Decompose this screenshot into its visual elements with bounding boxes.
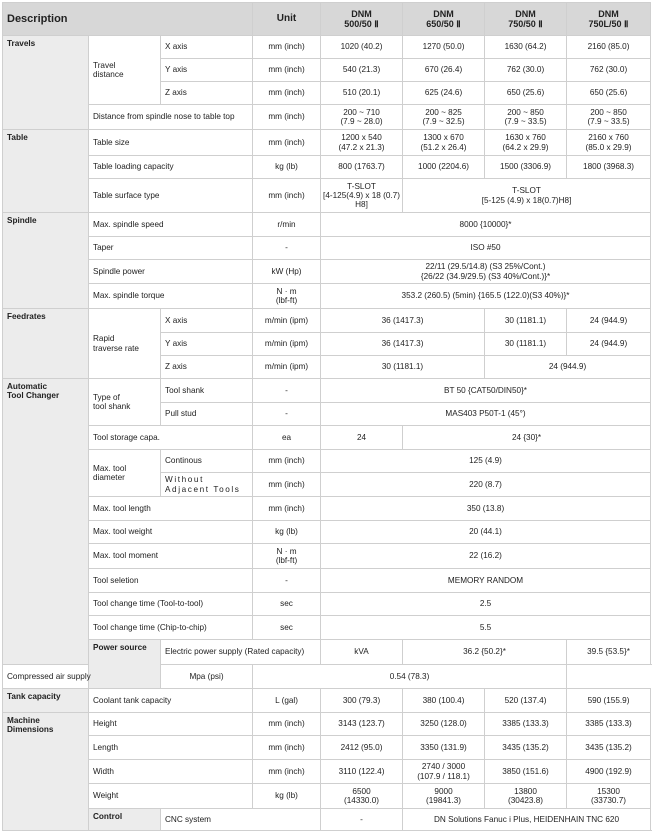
row-label: Electric power supply (Rated capacity) xyxy=(161,640,321,665)
spec-row-taper xyxy=(3,237,651,260)
row-unit: mm (inch) xyxy=(253,450,321,473)
row-value: 650 (25.6) xyxy=(567,82,651,105)
row-value: 520 (137.4) xyxy=(485,689,567,713)
row-value: 2160 (85.0) xyxy=(567,36,651,59)
row-value: 20 (44.1) xyxy=(321,521,651,544)
spec-row-tload xyxy=(3,156,651,179)
row-unit: kVA xyxy=(321,640,403,665)
row-value: 3110 (122.4) xyxy=(321,760,403,784)
row-value: 350 (13.8) xyxy=(321,497,651,521)
row-label: Tool shank xyxy=(161,379,253,403)
row-label: Spindle power xyxy=(89,260,253,284)
row-label: Distance from spindle nose to table top xyxy=(89,105,253,130)
row-value: 6500 (14330.0) xyxy=(321,784,403,809)
row-value: 36.2 {50.2}* xyxy=(403,640,567,665)
row-label: Z axis xyxy=(161,356,253,379)
spec-row-tx xyxy=(3,36,651,59)
row-unit: mm (inch) xyxy=(253,497,321,521)
row-unit: ea xyxy=(253,426,321,450)
row-unit: m/min (ipm) xyxy=(253,309,321,333)
row-value: 24 (944.9) xyxy=(567,333,651,356)
row-value: 8000 {10000}* xyxy=(321,213,651,237)
row-value: 625 (24.6) xyxy=(403,82,485,105)
row-value: 1300 x 670 (51.2 x 26.4) xyxy=(403,130,485,156)
spec-row-elec xyxy=(3,640,651,665)
row-value: 3250 (128.0) xyxy=(403,713,485,736)
spec-row-tsel xyxy=(3,569,651,593)
row-label: Table loading capacity xyxy=(89,156,253,179)
row-value: 353.2 (260.5) (5min) {165.5 (122.0)(S3 40%)}* xyxy=(321,284,651,309)
spec-row-storage xyxy=(3,426,651,450)
row-label: Pull stud xyxy=(161,403,253,426)
row-unit: kW (Hp) xyxy=(253,260,321,284)
row-value: 1020 (40.2) xyxy=(321,36,403,59)
row-value: 22 (16.2) xyxy=(321,544,651,569)
row-value: 0.54 (78.3) xyxy=(253,665,567,689)
header-model-650: DNM 650/50 Ⅱ xyxy=(403,3,485,36)
group-type-of-tool-shank: Type of tool shank xyxy=(89,379,161,426)
row-value: 1630 (64.2) xyxy=(485,36,567,59)
row-unit: kg (lb) xyxy=(253,521,321,544)
spec-row-storque xyxy=(3,284,651,309)
spec-row-air xyxy=(3,665,651,689)
row-value: 200 ~ 850 (7.9 ~ 33.5) xyxy=(485,105,567,130)
row-value: 22/11 (29.5/14.8) (S3 25%/Cont.) {26/22 (34.9/29.5) (S3 40%/Cont.)}* xyxy=(321,260,651,284)
group-max-tool-diameter: Max. tool diameter xyxy=(89,450,161,497)
row-label: Max. tool length xyxy=(89,497,253,521)
row-label: Height xyxy=(89,713,253,736)
row-unit: - xyxy=(253,403,321,426)
row-unit: mm (inch) xyxy=(253,105,321,130)
row-unit: N · m (lbf-ft) xyxy=(253,544,321,569)
row-value: 2160 x 760 (85.0 x 29.9) xyxy=(567,130,651,156)
row-value: 24 {30}* xyxy=(403,426,651,450)
row-value: 1630 x 760 (64.2 x 29.9) xyxy=(485,130,567,156)
row-unit: mm (inch) xyxy=(253,82,321,105)
row-unit: kg (lb) xyxy=(253,156,321,179)
row-unit: mm (inch) xyxy=(253,760,321,784)
row-unit: mm (inch) xyxy=(253,473,321,497)
row-value: 3350 (131.9) xyxy=(403,736,485,760)
row-value: 300 (79.3) xyxy=(321,689,403,713)
group-rapid-traverse: Rapid traverse rate xyxy=(89,309,161,379)
section-atc: Automatic Tool Changer xyxy=(3,379,89,665)
row-label: X axis xyxy=(161,36,253,59)
row-value: 1200 x 540 (47.2 x 21.3) xyxy=(321,130,403,156)
spec-row-coolant xyxy=(3,689,651,713)
row-value: 3385 (133.3) xyxy=(567,713,651,736)
row-value: 3385 (133.3) xyxy=(485,713,567,736)
spec-row-tsize xyxy=(3,130,651,156)
row-label: Tool storage capa. xyxy=(89,426,253,450)
spec-row-weight xyxy=(3,784,651,809)
row-unit: - xyxy=(253,237,321,260)
row-value: 36 (1417.3) xyxy=(321,309,485,333)
header-unit: Unit xyxy=(253,3,321,36)
row-label: CNC system xyxy=(161,809,321,831)
section-table: Table xyxy=(3,130,89,213)
row-value: 670 (26.4) xyxy=(403,59,485,82)
row-value: 36 (1417.3) xyxy=(321,333,485,356)
row-value: 1500 (3306.9) xyxy=(485,156,567,179)
section-tank: Tank capacity xyxy=(3,689,89,713)
spec-row-twt xyxy=(3,521,651,544)
row-label: Tool seletion xyxy=(89,569,253,593)
row-unit: mm (inch) xyxy=(253,736,321,760)
spec-row-width xyxy=(3,760,651,784)
row-unit: L (gal) xyxy=(253,689,321,713)
header-row xyxy=(3,3,651,36)
header-model-750: DNM 750/50 Ⅱ xyxy=(485,3,567,36)
row-value: 3435 (135.2) xyxy=(567,736,651,760)
row-unit: mm (inch) xyxy=(253,130,321,156)
row-value: 2740 / 3000 (107.9 / 118.1) xyxy=(403,760,485,784)
row-unit: sec xyxy=(253,616,321,640)
row-value: 1800 (3968.3) xyxy=(567,156,651,179)
row-value: 2412 (95.0) xyxy=(321,736,403,760)
row-label: Max. tool weight xyxy=(89,521,253,544)
row-unit: m/min (ipm) xyxy=(253,356,321,379)
spec-row-spower xyxy=(3,260,651,284)
row-label: Max. spindle torque xyxy=(89,284,253,309)
row-label: Max. tool moment xyxy=(89,544,253,569)
header-description: Description xyxy=(3,3,253,36)
row-value: 3143 (123.7) xyxy=(321,713,403,736)
section-spindle: Spindle xyxy=(3,213,89,309)
row-unit: N · m (lbf-ft) xyxy=(253,284,321,309)
row-label: Width xyxy=(89,760,253,784)
row-value: T-SLOT [4-125(4.9) x 18 (0.7) H8] xyxy=(321,179,403,213)
row-value: 24 xyxy=(321,426,403,450)
row-value: 24 (944.9) xyxy=(485,356,651,379)
row-unit: mm (inch) xyxy=(253,179,321,213)
row-unit: mm (inch) xyxy=(253,59,321,82)
spec-row-cnc xyxy=(3,809,651,831)
row-value: BT 50 {CAT50/DIN50}* xyxy=(321,379,651,403)
row-label: Taper xyxy=(89,237,253,260)
spec-row-length xyxy=(3,736,651,760)
row-unit: mm (inch) xyxy=(253,36,321,59)
row-label: Tool change time (Tool-to-tool) xyxy=(89,593,253,616)
row-unit: - xyxy=(253,379,321,403)
row-value: 2.5 xyxy=(321,593,651,616)
row-value: 30 (1181.1) xyxy=(321,356,485,379)
group-travel-distance: Travel distance xyxy=(89,36,161,105)
row-value: 9000 (19841.3) xyxy=(403,784,485,809)
row-unit: Mpa (psi) xyxy=(161,665,253,689)
row-value: 380 (100.4) xyxy=(403,689,485,713)
row-label: Length xyxy=(89,736,253,760)
section-power: Power source xyxy=(89,640,161,689)
header-model-500: DNM 500/50 Ⅱ xyxy=(321,3,403,36)
row-label: Table surface type xyxy=(89,179,253,213)
row-label: Coolant tank capacity xyxy=(89,689,253,713)
row-unit: r/min xyxy=(253,213,321,237)
row-value: 13800 (30423.8) xyxy=(485,784,567,809)
row-value: MAS403 P50T-1 (45°) xyxy=(321,403,651,426)
spec-row-tctc xyxy=(3,616,651,640)
row-value: 200 ~ 710 (7.9 ~ 28.0) xyxy=(321,105,403,130)
row-label: X axis xyxy=(161,309,253,333)
row-value: 24 (944.9) xyxy=(567,309,651,333)
row-unit: m/min (ipm) xyxy=(253,333,321,356)
row-unit: - xyxy=(321,809,403,831)
row-unit: - xyxy=(253,569,321,593)
header-model-750l: DNM 750L/50 Ⅱ xyxy=(567,3,651,36)
row-value: 510 (20.1) xyxy=(321,82,403,105)
row-value: 1270 (50.0) xyxy=(403,36,485,59)
row-value: 200 ~ 825 (7.9 ~ 32.5) xyxy=(403,105,485,130)
row-value: MEMORY RANDOM xyxy=(321,569,651,593)
spec-row-fx xyxy=(3,309,651,333)
row-value: 5.5 xyxy=(321,616,651,640)
section-control: Control xyxy=(89,809,161,831)
row-value: 3850 (151.6) xyxy=(485,760,567,784)
row-value: 30 (1181.1) xyxy=(485,333,567,356)
row-value: 800 (1763.7) xyxy=(321,156,403,179)
row-value: 3435 (135.2) xyxy=(485,736,567,760)
row-label: Y axis xyxy=(161,333,253,356)
spec-row-tmom xyxy=(3,544,651,569)
row-value: 125 (4.9) xyxy=(321,450,651,473)
row-label: Table size xyxy=(89,130,253,156)
row-value: 15300 (33730.7) xyxy=(567,784,651,809)
row-value: DN Solutions Fanuc i Plus, HEIDENHAIN TNC 620 xyxy=(403,809,651,831)
row-value: 30 (1181.1) xyxy=(485,309,567,333)
row-label: Z axis xyxy=(161,82,253,105)
spec-row-dcont xyxy=(3,450,651,473)
row-value: 39.5 {53.5}* xyxy=(567,640,651,665)
row-value: 650 (25.6) xyxy=(485,82,567,105)
row-label: Tool change time (Chip-to-chip) xyxy=(89,616,253,640)
spec-row-tctt xyxy=(3,593,651,616)
row-value: 590 (155.9) xyxy=(567,689,651,713)
row-label: Continous xyxy=(161,450,253,473)
row-label: Weight xyxy=(89,784,253,809)
spec-row-shank xyxy=(3,379,651,403)
row-value: T-SLOT [5-125 (4.9) x 18(0.7)H8] xyxy=(403,179,651,213)
row-label: Y axis xyxy=(161,59,253,82)
row-unit: mm (inch) xyxy=(253,713,321,736)
row-unit: kg (lb) xyxy=(253,784,321,809)
row-label: Without Adjacent Tools xyxy=(161,473,253,497)
row-value: 762 (30.0) xyxy=(567,59,651,82)
row-value: 1000 (2204.6) xyxy=(403,156,485,179)
spec-row-height xyxy=(3,713,651,736)
row-label: Max. spindle speed xyxy=(89,213,253,237)
row-value: 540 (21.3) xyxy=(321,59,403,82)
spec-row-tsurf xyxy=(3,179,651,213)
row-value: 220 (8.7) xyxy=(321,473,651,497)
row-value: 762 (30.0) xyxy=(485,59,567,82)
section-travels: Travels xyxy=(3,36,89,130)
spec-table xyxy=(2,2,651,831)
row-unit: sec xyxy=(253,593,321,616)
spec-row-sspeed xyxy=(3,213,651,237)
spec-row-tlen xyxy=(3,497,651,521)
section-dims: Machine Dimensions xyxy=(3,713,89,831)
row-value: 200 ~ 850 (7.9 ~ 33.5) xyxy=(567,105,651,130)
row-value: ISO #50 xyxy=(321,237,651,260)
spec-row-nose xyxy=(3,105,651,130)
section-feedrates: Feedrates xyxy=(3,309,89,379)
row-value: 4900 (192.9) xyxy=(567,760,651,784)
row-label: Compressed air supply xyxy=(3,665,161,689)
